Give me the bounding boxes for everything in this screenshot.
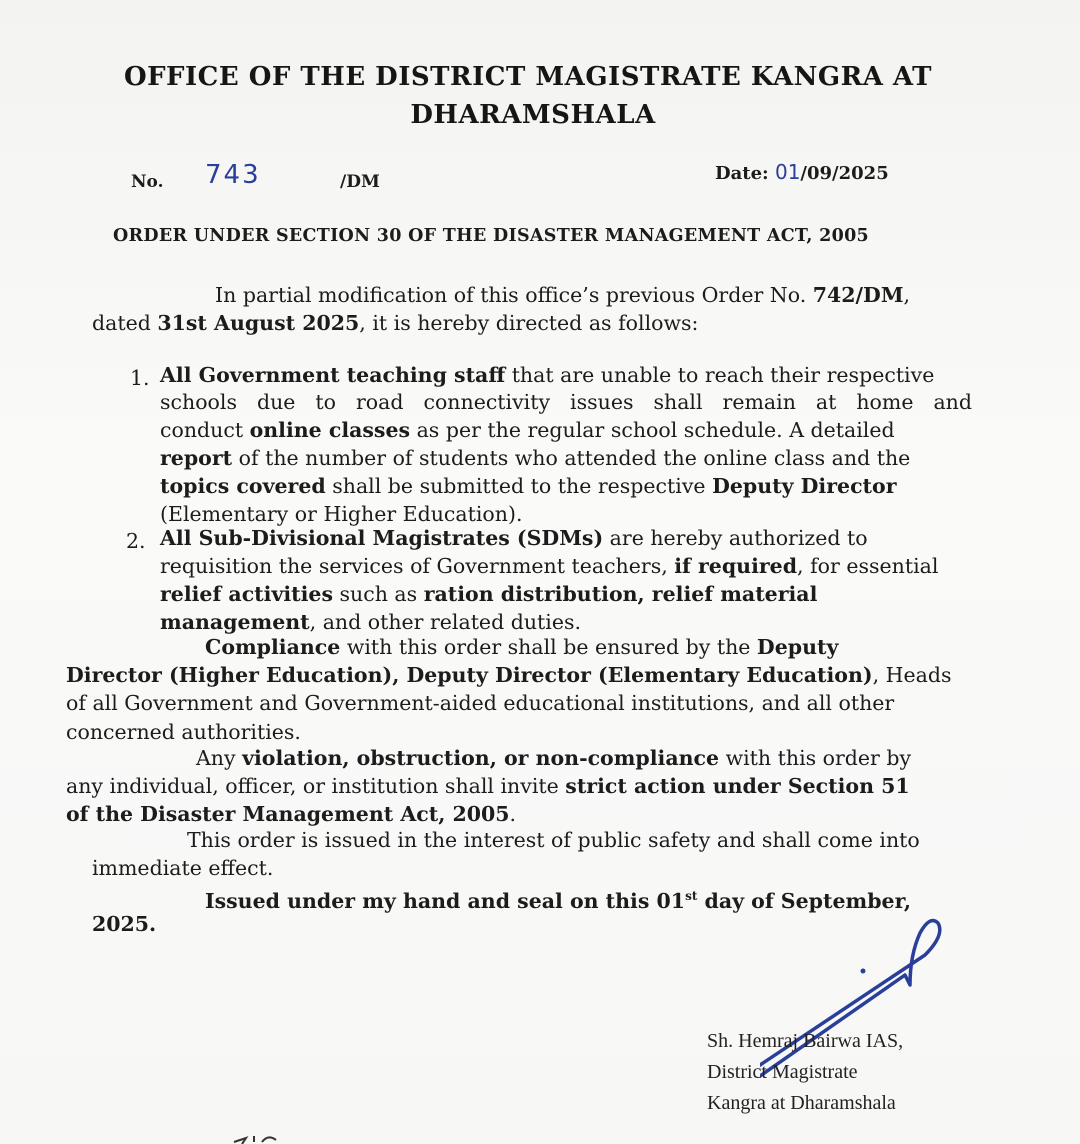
office-title-line2: DHARAMSHALA xyxy=(410,100,656,130)
item2-bold: ration distribution, relief material xyxy=(423,582,818,606)
intro-line-1 xyxy=(215,281,910,309)
item2-text: such as xyxy=(332,582,424,606)
item2-bold: if required xyxy=(674,554,798,578)
office-title-line1: OFFICE OF THE DISTRICT MAGISTRATE KANGRA AT xyxy=(123,62,933,92)
violation-text: with this order by xyxy=(719,746,912,770)
compliance-text: , Heads xyxy=(872,663,952,687)
item1-line-6: (Elementary or Higher Education). xyxy=(160,502,523,526)
item2-line-1 xyxy=(160,524,868,552)
previous-order-date: 31st August 2025 xyxy=(157,311,360,335)
date-month-year: /09/2025 xyxy=(800,163,889,184)
item2-bold: relief activities xyxy=(160,582,333,606)
issued-line-1 xyxy=(205,882,911,915)
intro-punct: , xyxy=(903,283,911,307)
item1-text: as per the regular school schedule. A detailed xyxy=(410,418,895,442)
item1-bold: report xyxy=(160,446,233,470)
compliance-bold: Director (Higher Education), Deputy Director (Elementary Education) xyxy=(66,663,873,687)
compliance-line-4: concerned authorities. xyxy=(66,720,301,744)
item1-line-3 xyxy=(160,416,895,444)
order-heading: ORDER UNDER SECTION 30 OF THE DISASTER MANAGEMENT ACT, 2005 xyxy=(113,226,870,246)
public-safety-line-1: This order is issued in the interest of public safety and shall come into xyxy=(187,828,920,852)
previous-order-ref: 742/DM xyxy=(812,283,904,307)
signatory-name: Sh. Hemraj Bairwa IAS, xyxy=(707,1030,904,1052)
violation-line-1 xyxy=(196,744,911,772)
compliance-line-3: of all Government and Government-aided educational institutions, and all other xyxy=(66,691,895,715)
issued-line-2: 2025. xyxy=(92,912,157,936)
item2-bold: All Sub-Divisional Magistrates (SDMs) xyxy=(160,526,604,550)
order-number-label: No. xyxy=(131,172,164,192)
date-label: Date: xyxy=(715,163,769,184)
item1-line-2: schools due to road connectivity issues shall remain at home and xyxy=(160,390,972,414)
item1-line-1 xyxy=(160,361,972,389)
date-day-handwritten: 01 xyxy=(774,160,801,184)
violation-line-2 xyxy=(66,772,910,800)
item2-line-2 xyxy=(160,552,938,580)
compliance-text: with this order shall be ensured by the xyxy=(340,635,757,659)
public-safety-line-2: immediate effect. xyxy=(92,856,274,880)
signatory-designation: District Magistrate xyxy=(707,1061,858,1083)
item1-bold: All Government teaching staff xyxy=(160,363,506,387)
compliance-line-2 xyxy=(66,661,952,689)
item2-text: , and other related duties. xyxy=(309,610,581,634)
item1-text: conduct xyxy=(160,418,250,442)
item2-text: requisition the services of Government teachers, xyxy=(160,554,675,578)
order-number-suffix: /DM xyxy=(340,172,380,192)
item1-text: shall be submitted to the respective xyxy=(325,474,713,498)
item2-number: 2. xyxy=(126,529,146,553)
item1-text: that are unable to reach their respective xyxy=(505,363,935,387)
intro-text: In partial modification of this office’s previous Order No. xyxy=(215,283,813,307)
intro-text: , it is hereby directed as follows: xyxy=(359,311,699,335)
signatory-place: Kangra at Dharamshala xyxy=(707,1092,896,1114)
item2-text: , for essential xyxy=(797,554,939,578)
intro-line-2 xyxy=(92,309,698,337)
violation-text: Any xyxy=(196,746,243,770)
intro-text: dated xyxy=(92,311,158,335)
violation-text: any individual, officer, or institution shall invite xyxy=(66,774,566,798)
issued-text: Issued under my hand and seal on this 01 xyxy=(205,888,686,913)
compliance-bold: Deputy xyxy=(756,635,839,659)
handwritten-mark-icon xyxy=(232,1132,292,1144)
issued-ordinal: st xyxy=(685,889,698,903)
item1-bold: topics covered xyxy=(160,474,326,498)
order-number-handwritten: 743 xyxy=(205,160,261,190)
compliance-line-1 xyxy=(205,633,838,661)
item1-bold: online classes xyxy=(249,418,411,442)
item2-text: are hereby authorized to xyxy=(603,526,868,550)
item2-line-4 xyxy=(160,608,581,636)
violation-bold: of the Disaster Management Act, 2005 xyxy=(66,802,510,826)
violation-text: . xyxy=(509,802,517,826)
item1-text: of the number of students who attended the online class and the xyxy=(232,446,911,470)
compliance-bold: Compliance xyxy=(205,635,341,659)
order-date xyxy=(715,160,889,184)
issued-text: day of September, xyxy=(697,888,912,913)
violation-bold: violation, obstruction, or non-compliance xyxy=(242,746,720,770)
signatory-block xyxy=(707,1026,903,1119)
item1-number: 1. xyxy=(130,366,150,390)
item1-line-5 xyxy=(160,472,897,500)
violation-line-3 xyxy=(66,800,516,828)
violation-bold: strict action under Section 51 xyxy=(565,774,910,798)
item1-bold: Deputy Director xyxy=(712,474,897,498)
item2-line-3 xyxy=(160,580,817,608)
item1-line-4 xyxy=(160,444,910,472)
item2-bold: management xyxy=(160,610,310,634)
